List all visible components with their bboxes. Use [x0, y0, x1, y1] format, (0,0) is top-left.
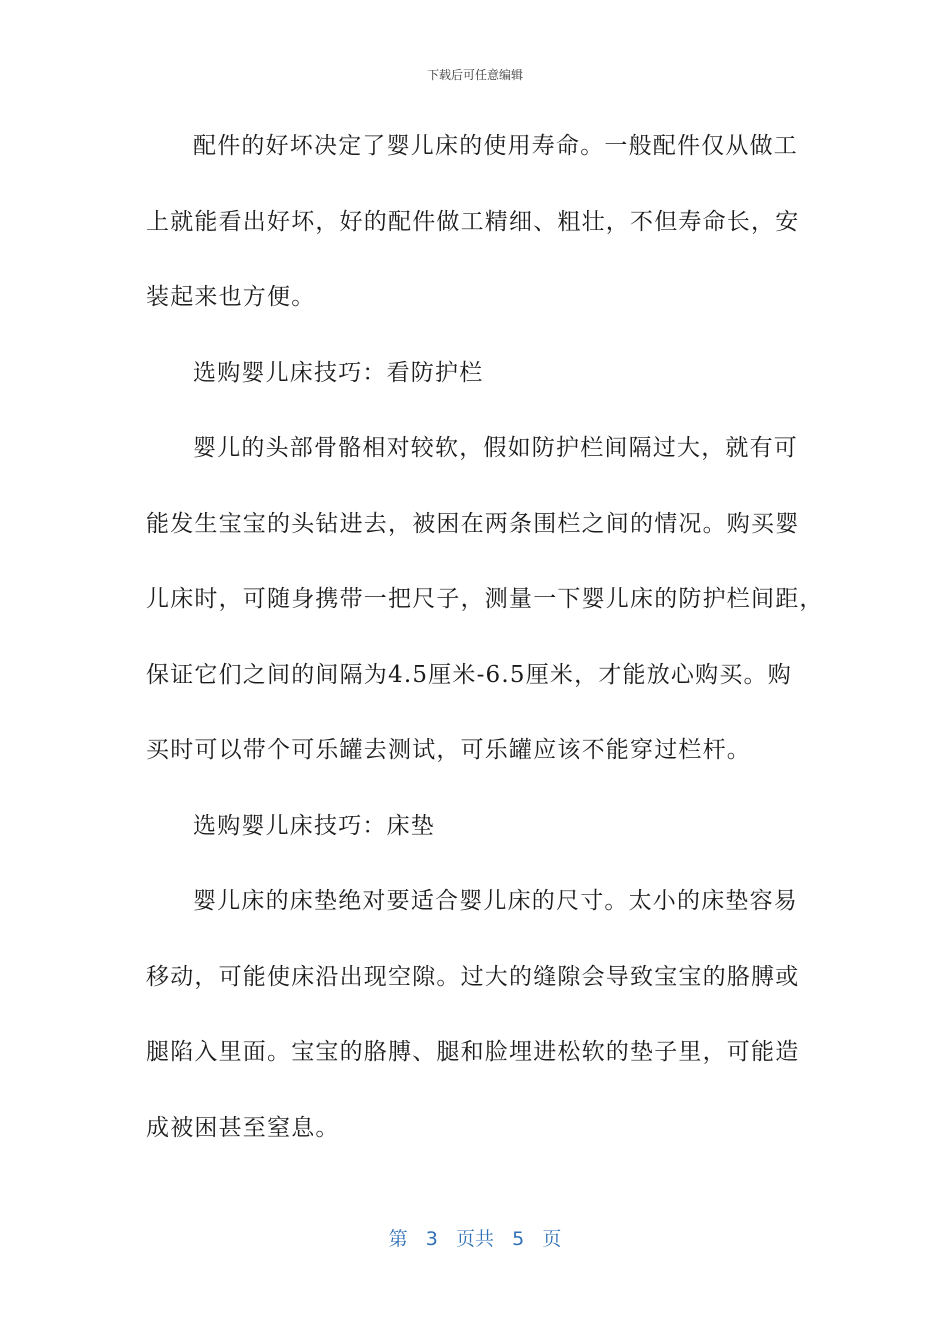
footer-middle: 页共: [455, 1228, 494, 1250]
paragraph-line: 儿床时，可随身携带一把尺子，测量一下婴儿床的防护栏间距，: [146, 586, 824, 612]
paragraph-line: 婴儿床的床垫绝对要适合婴儿床的尺寸。太小的床垫容易: [193, 888, 798, 914]
page-footer: [0, 1224, 950, 1251]
section-heading: 选购婴儿床技巧：看防护栏: [193, 359, 484, 386]
paragraph-line: 成被困甚至窒息。: [146, 1114, 340, 1141]
paragraph-line: 腿陷入里面。宝宝的胳膊、腿和脸埋进松软的垫子里，可能造: [146, 1039, 800, 1065]
paragraph-line: 上就能看出好坏，好的配件做工精细、粗壮，不但寿命长，安: [146, 208, 800, 235]
page-header: 下载后可任意编辑: [426, 68, 523, 82]
paragraph-line: 保证它们之间的间隔为4.5厘米-6.5厘米，才能放心购买。购: [146, 661, 792, 688]
paragraph-line: 配件的好坏决定了婴儿床的使用寿命。一般配件仅从做工: [193, 133, 798, 159]
paragraph-line: 能发生宝宝的头钻进去，被困在两条围栏之间的情况。购买婴: [146, 510, 800, 537]
paragraph-line: 移动，可能使床沿出现空隙。过大的缝隙会导致宝宝的胳膊或: [146, 963, 800, 990]
paragraph-line: 买时可以带个可乐罐去测试，可乐罐应该不能穿过栏杆。: [146, 737, 751, 763]
document-body: [146, 113, 824, 1170]
paragraph-line: 婴儿的头部骨骼相对较软，假如防护栏间隔过大，就有可: [193, 435, 798, 461]
footer-prefix: 第: [388, 1228, 408, 1250]
paragraph-line: 装起来也方便。: [146, 284, 316, 310]
section-heading: 选购婴儿床技巧：床垫: [193, 812, 435, 839]
footer-suffix: 页: [542, 1228, 562, 1250]
footer-current-page: 3: [425, 1228, 438, 1250]
footer-total-pages: 5: [512, 1228, 525, 1250]
